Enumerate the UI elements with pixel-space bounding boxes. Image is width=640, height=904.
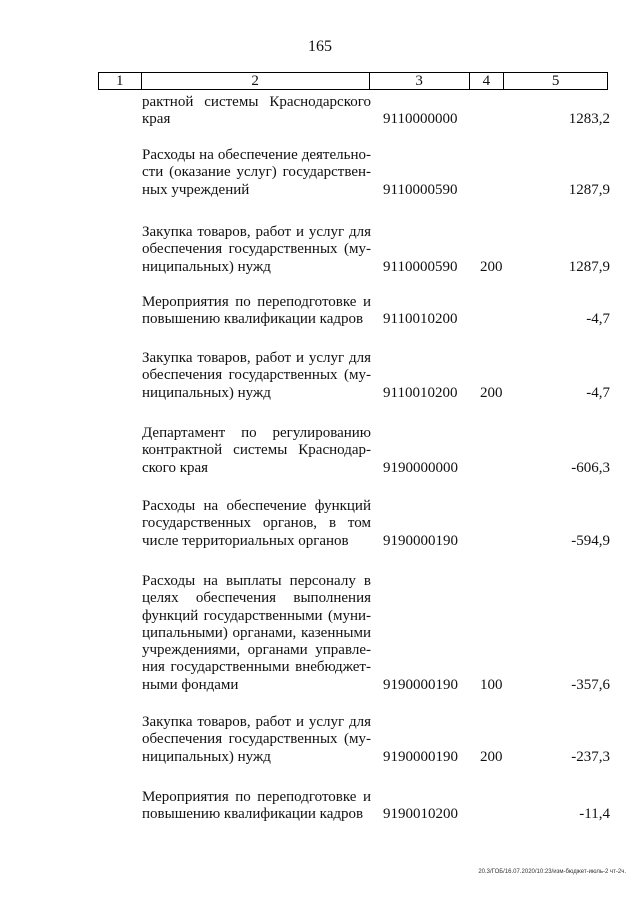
row-amount: -606,3 (571, 460, 610, 476)
row-description: Закупка товаров, работ и услуг для обеспечения государственных (муниципальных) нужд (142, 224, 371, 275)
row-amount: -357,6 (571, 677, 610, 693)
row-description: Закупка товаров, работ и услуг для обеспечения государственных (муниципальных) нужд (142, 350, 371, 401)
row-code: 9190000190 (383, 533, 458, 549)
row-code: 9190000190 (383, 749, 458, 765)
row-code: 9190010200 (383, 806, 458, 822)
row-expense-type: 200 (480, 259, 503, 275)
row-code: 9190000190 (383, 677, 458, 693)
row-code: 9190000000 (383, 460, 458, 476)
column-header-5: 5 (504, 73, 608, 90)
row-amount: 1283,2 (568, 111, 610, 127)
row-code: 9110000590 (383, 182, 458, 198)
row-expense-type: 200 (480, 385, 503, 401)
row-description: Расходы на обеспечение функций государственных органов, в том числе территориальных органов (142, 498, 371, 549)
row-amount: 1287,9 (568, 182, 610, 198)
row-description: рактной системы Краснодарского края (142, 94, 371, 128)
page-number: 165 (308, 38, 332, 55)
row-description: Расходы на выплаты персоналу в целях обеспечения выполнения функций государственными (муниципальными) органами, казенными учреждениями, органами управления государственными внебюджетными фондами (142, 573, 371, 693)
row-amount: -237,3 (571, 749, 610, 765)
row-amount: -594,9 (571, 533, 610, 549)
row-expense-type: 100 (480, 677, 503, 693)
row-expense-type: 200 (480, 749, 503, 765)
column-header-3: 3 (369, 73, 469, 90)
row-amount: -11,4 (579, 806, 610, 822)
column-header-2: 2 (141, 73, 369, 90)
column-header-1: 1 (99, 73, 142, 90)
row-description: Мероприятия по переподготовке и повышению квалификации кадров (142, 294, 371, 328)
row-code: 9110000590 (383, 259, 458, 275)
row-code: 9110010200 (383, 311, 458, 327)
row-description: Департамент по регулированию контрактной системы Краснодарского края (142, 425, 371, 476)
column-header-4: 4 (469, 73, 504, 90)
row-description: Закупка товаров, работ и услуг для обеспечения государственных (муниципальных) нужд (142, 714, 371, 765)
table-column-header (98, 72, 608, 90)
row-description: Мероприятия по переподготовке и повышению квалификации кадров (142, 789, 371, 823)
row-amount: 1287,9 (568, 259, 610, 275)
row-code: 9110000000 (383, 111, 458, 127)
row-amount: -4,7 (586, 385, 610, 401)
row-description: Расходы на обеспечение деятельности (оказание услуг) государственных учреждений (142, 147, 371, 198)
row-amount: -4,7 (586, 311, 610, 327)
row-code: 9110010200 (383, 385, 458, 401)
document-footer: 20.3/ГОБ/16.07.2020/10:23/изм-бюджет-июль-2 чт-2ч. (478, 869, 626, 875)
